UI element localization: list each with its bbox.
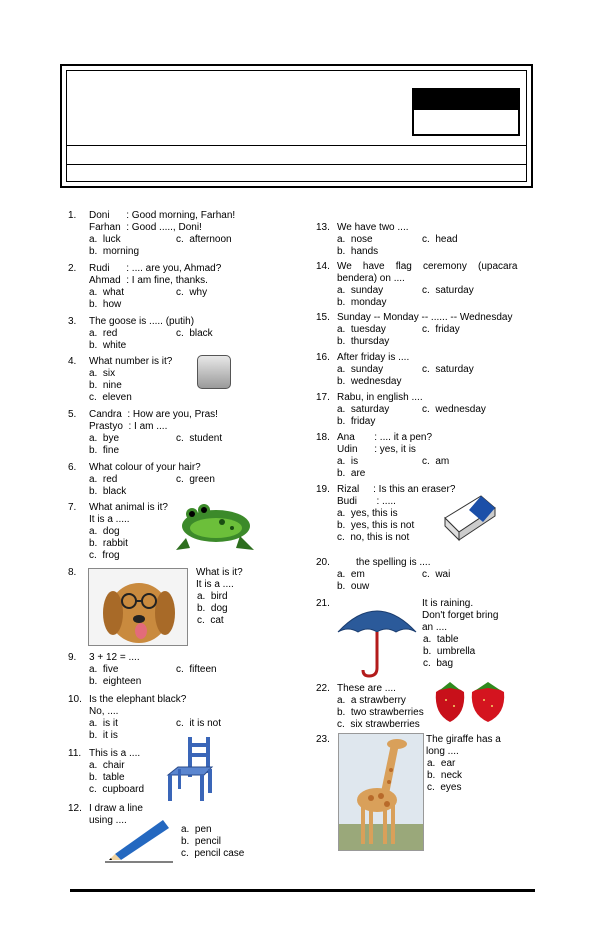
- answer-option-a[interactable]: a. saturday: [337, 404, 390, 415]
- question-number: 10.: [68, 694, 82, 705]
- question-text: bendera) on ....: [337, 273, 405, 284]
- answer-option-b[interactable]: b. table: [89, 772, 125, 783]
- question-text: No, ....: [89, 706, 119, 717]
- answer-option-c[interactable]: c. eyes: [427, 782, 462, 793]
- question-text: We have flag ceremony (upacara: [337, 261, 518, 272]
- divider: [67, 164, 526, 165]
- answer-option-a[interactable]: a. bird: [197, 591, 228, 602]
- question-number: 16.: [316, 352, 330, 363]
- question-text: Prastyo : I am ....: [89, 421, 168, 432]
- answer-option-a[interactable]: a. luck: [89, 234, 121, 245]
- strawberry-icon: [430, 678, 510, 724]
- answer-option-a[interactable]: a. table: [423, 634, 459, 645]
- question-text: Sunday -- Monday -- ...... -- Wednesday: [337, 312, 513, 323]
- question-text: After friday is ....: [337, 352, 410, 363]
- page-footer: [70, 889, 535, 894]
- question-text: This is a ....: [89, 748, 141, 759]
- answer-option-c[interactable]: c. frog: [89, 550, 120, 561]
- question-number: 4.: [68, 356, 77, 367]
- question-text: The goose is ..... (putih): [89, 316, 195, 327]
- number-nine-icon: [197, 355, 231, 389]
- umbrella-icon: [336, 598, 418, 678]
- question-number: 5.: [68, 409, 77, 420]
- answer-option-a[interactable]: a. red: [89, 328, 118, 339]
- question-text: These are ....: [337, 683, 396, 694]
- answer-option-b[interactable]: b. friday: [337, 416, 376, 427]
- answer-option-a[interactable]: a. a strawberry: [337, 695, 406, 706]
- question-text: long ....: [426, 746, 459, 757]
- question-text: It is raining.: [422, 598, 474, 609]
- question-number: 2.: [68, 263, 77, 274]
- question-text: What number is it?: [89, 356, 173, 367]
- answer-option-b[interactable]: b. nine: [89, 380, 122, 391]
- question-text: Don't forget bring: [422, 610, 499, 621]
- question-number: 7.: [68, 502, 77, 513]
- question-text: The giraffe has a: [426, 734, 501, 745]
- answer-option-c[interactable]: c. green: [176, 474, 215, 485]
- answer-option-a[interactable]: a. six: [89, 368, 116, 379]
- answer-option-b[interactable]: b. eighteen: [89, 676, 142, 687]
- question-text: What animal is it?: [89, 502, 168, 513]
- answer-option-a[interactable]: a. chair: [89, 760, 125, 771]
- question-text: using ....: [89, 815, 127, 826]
- answer-option-b[interactable]: b. umbrella: [423, 646, 476, 657]
- question-text: Rabu, in english ....: [337, 392, 423, 403]
- question-text: Ahmad : I am fine, thanks.: [89, 275, 208, 286]
- question-number: 23.: [316, 734, 330, 745]
- answer-option-a[interactable]: a. em: [337, 569, 365, 580]
- answer-option-a[interactable]: a. bye: [89, 433, 120, 444]
- answer-option-b[interactable]: b. how: [89, 299, 122, 310]
- frog-icon: [172, 498, 256, 554]
- question-number: 12.: [68, 803, 82, 814]
- divider: [67, 145, 526, 146]
- question-text: I draw a line: [89, 803, 143, 814]
- question-number: 1.: [68, 210, 77, 221]
- answer-option-b[interactable]: b. neck: [427, 770, 463, 781]
- answer-option-a[interactable]: a. ear: [427, 758, 456, 769]
- question-number: 11.: [68, 748, 82, 759]
- answer-option-a[interactable]: a. sunday: [337, 285, 384, 296]
- answer-option-b[interactable]: b. thursday: [337, 336, 390, 347]
- answer-option-b[interactable]: b. it is: [89, 730, 118, 741]
- dog-photo: [88, 568, 188, 646]
- answer-option-c[interactable]: c. wednesday: [422, 404, 486, 415]
- answer-option-c[interactable]: c. eleven: [89, 392, 132, 403]
- answer-option-a[interactable]: a. dog: [89, 526, 120, 537]
- dog-icon: [89, 569, 187, 645]
- question-text: Candra : How are you, Pras!: [89, 409, 218, 420]
- answer-option-a[interactable]: a. five: [89, 664, 119, 675]
- subject-box: [412, 88, 520, 136]
- answer-option-b[interactable]: b. two strawberries: [337, 707, 424, 718]
- answer-option-a[interactable]: a. nose: [337, 234, 373, 245]
- answer-option-a[interactable]: a. tuesday: [337, 324, 386, 335]
- answer-option-c[interactable]: c. afternoon: [176, 234, 232, 245]
- question-text: 3 + 12 = ....: [89, 652, 140, 663]
- question-number: 22.: [316, 683, 330, 694]
- answer-option-b[interactable]: b. pencil: [181, 836, 222, 847]
- answer-option-c[interactable]: c. it is not: [176, 718, 222, 729]
- question-number: 3.: [68, 316, 77, 327]
- question-text: Farhan : Good ....., Doni!: [89, 222, 202, 233]
- answer-option-c[interactable]: c. why: [176, 287, 208, 298]
- answer-option-c[interactable]: c. bag: [423, 658, 454, 669]
- answer-option-a[interactable]: a. is it: [89, 718, 118, 729]
- question-text: Doni : Good morning, Farhan!: [89, 210, 236, 221]
- answer-option-a[interactable]: a. is: [337, 456, 359, 467]
- question-text: the spelling is ....: [356, 557, 431, 568]
- question-text: Rizal : Is this an eraser?: [337, 484, 456, 495]
- answer-option-c[interactable]: c. pencil case: [181, 848, 245, 859]
- answer-option-a[interactable]: a. yes, this is: [337, 508, 398, 519]
- giraffe-icon: [339, 734, 423, 850]
- question-text: Is the elephant black?: [89, 694, 187, 705]
- answer-option-b[interactable]: b. morning: [89, 246, 140, 257]
- answer-option-b[interactable]: b. rabbit: [89, 538, 128, 549]
- answer-option-c[interactable]: c. wai: [422, 569, 451, 580]
- question-text: It is a ....: [196, 579, 234, 590]
- answer-option-c[interactable]: c. head: [422, 234, 458, 245]
- answer-option-b[interactable]: b. yes, this is not: [337, 520, 415, 531]
- answer-option-c[interactable]: c. black: [176, 328, 213, 339]
- answer-option-b[interactable]: b. monday: [337, 297, 387, 308]
- answer-option-c[interactable]: c. student: [176, 433, 223, 444]
- question-number: 20.: [316, 557, 330, 568]
- question-text: What colour of your hair?: [89, 462, 201, 473]
- section-heading: [60, 194, 66, 204]
- answer-option-b[interactable]: b. hands: [337, 246, 379, 257]
- pencil-icon: [105, 812, 175, 864]
- answer-option-c[interactable]: c. fifteen: [176, 664, 217, 675]
- exam-header: [60, 64, 533, 188]
- answer-option-c[interactable]: c. friday: [422, 324, 460, 335]
- chair-icon: [160, 735, 218, 803]
- answer-option-b[interactable]: b. ouw: [337, 581, 370, 592]
- answer-option-b[interactable]: b. wednesday: [337, 376, 402, 387]
- answer-option-b[interactable]: b. white: [89, 340, 127, 351]
- question-number: 9.: [68, 652, 77, 663]
- answer-option-b[interactable]: b. are: [337, 468, 366, 479]
- question-text: Udin : yes, it is: [337, 444, 416, 455]
- subject-label: [414, 90, 518, 110]
- answer-option-a[interactable]: a. pen: [181, 824, 212, 835]
- answer-option-c[interactable]: c. cat: [197, 615, 224, 626]
- answer-option-c[interactable]: c. six strawberries: [337, 719, 420, 730]
- answer-option-c[interactable]: c. am: [422, 456, 450, 467]
- answer-option-b[interactable]: b. black: [89, 486, 127, 497]
- answer-option-c[interactable]: c. saturday: [422, 285, 474, 296]
- question-number: 13.: [316, 222, 330, 233]
- question-number: 14.: [316, 261, 330, 272]
- answer-option-c[interactable]: c. saturday: [422, 364, 474, 375]
- answer-option-c[interactable]: c. cupboard: [89, 784, 145, 795]
- question-number: 21.: [316, 598, 330, 609]
- answer-option-a[interactable]: a. what: [89, 287, 125, 298]
- answer-option-a[interactable]: a. sunday: [337, 364, 384, 375]
- question-text: Rudi : .... are you, Ahmad?: [89, 263, 222, 274]
- header-inner-border: [66, 70, 527, 182]
- giraffe-photo: [338, 733, 424, 851]
- question-text: It is a .....: [89, 514, 130, 525]
- question-text: an ....: [422, 622, 448, 633]
- question-number: 17.: [316, 392, 330, 403]
- question-text: Budi : .....: [337, 496, 396, 507]
- question-number: 19.: [316, 484, 330, 495]
- question-text: Ana : .... it a pen?: [337, 432, 433, 443]
- question-number: 8.: [68, 567, 77, 578]
- subject-name: [414, 110, 518, 134]
- answer-option-c[interactable]: c. no, this is not: [337, 532, 410, 543]
- question-text: What is it?: [196, 567, 243, 578]
- eraser-icon: [441, 492, 499, 542]
- question-number: 18.: [316, 432, 330, 443]
- question-number: 15.: [316, 312, 330, 323]
- answer-option-a[interactable]: a. red: [89, 474, 118, 485]
- question-text: We have two ....: [337, 222, 409, 233]
- question-number: 6.: [68, 462, 77, 473]
- answer-option-b[interactable]: b. dog: [197, 603, 228, 614]
- answer-option-b[interactable]: b. fine: [89, 445, 120, 456]
